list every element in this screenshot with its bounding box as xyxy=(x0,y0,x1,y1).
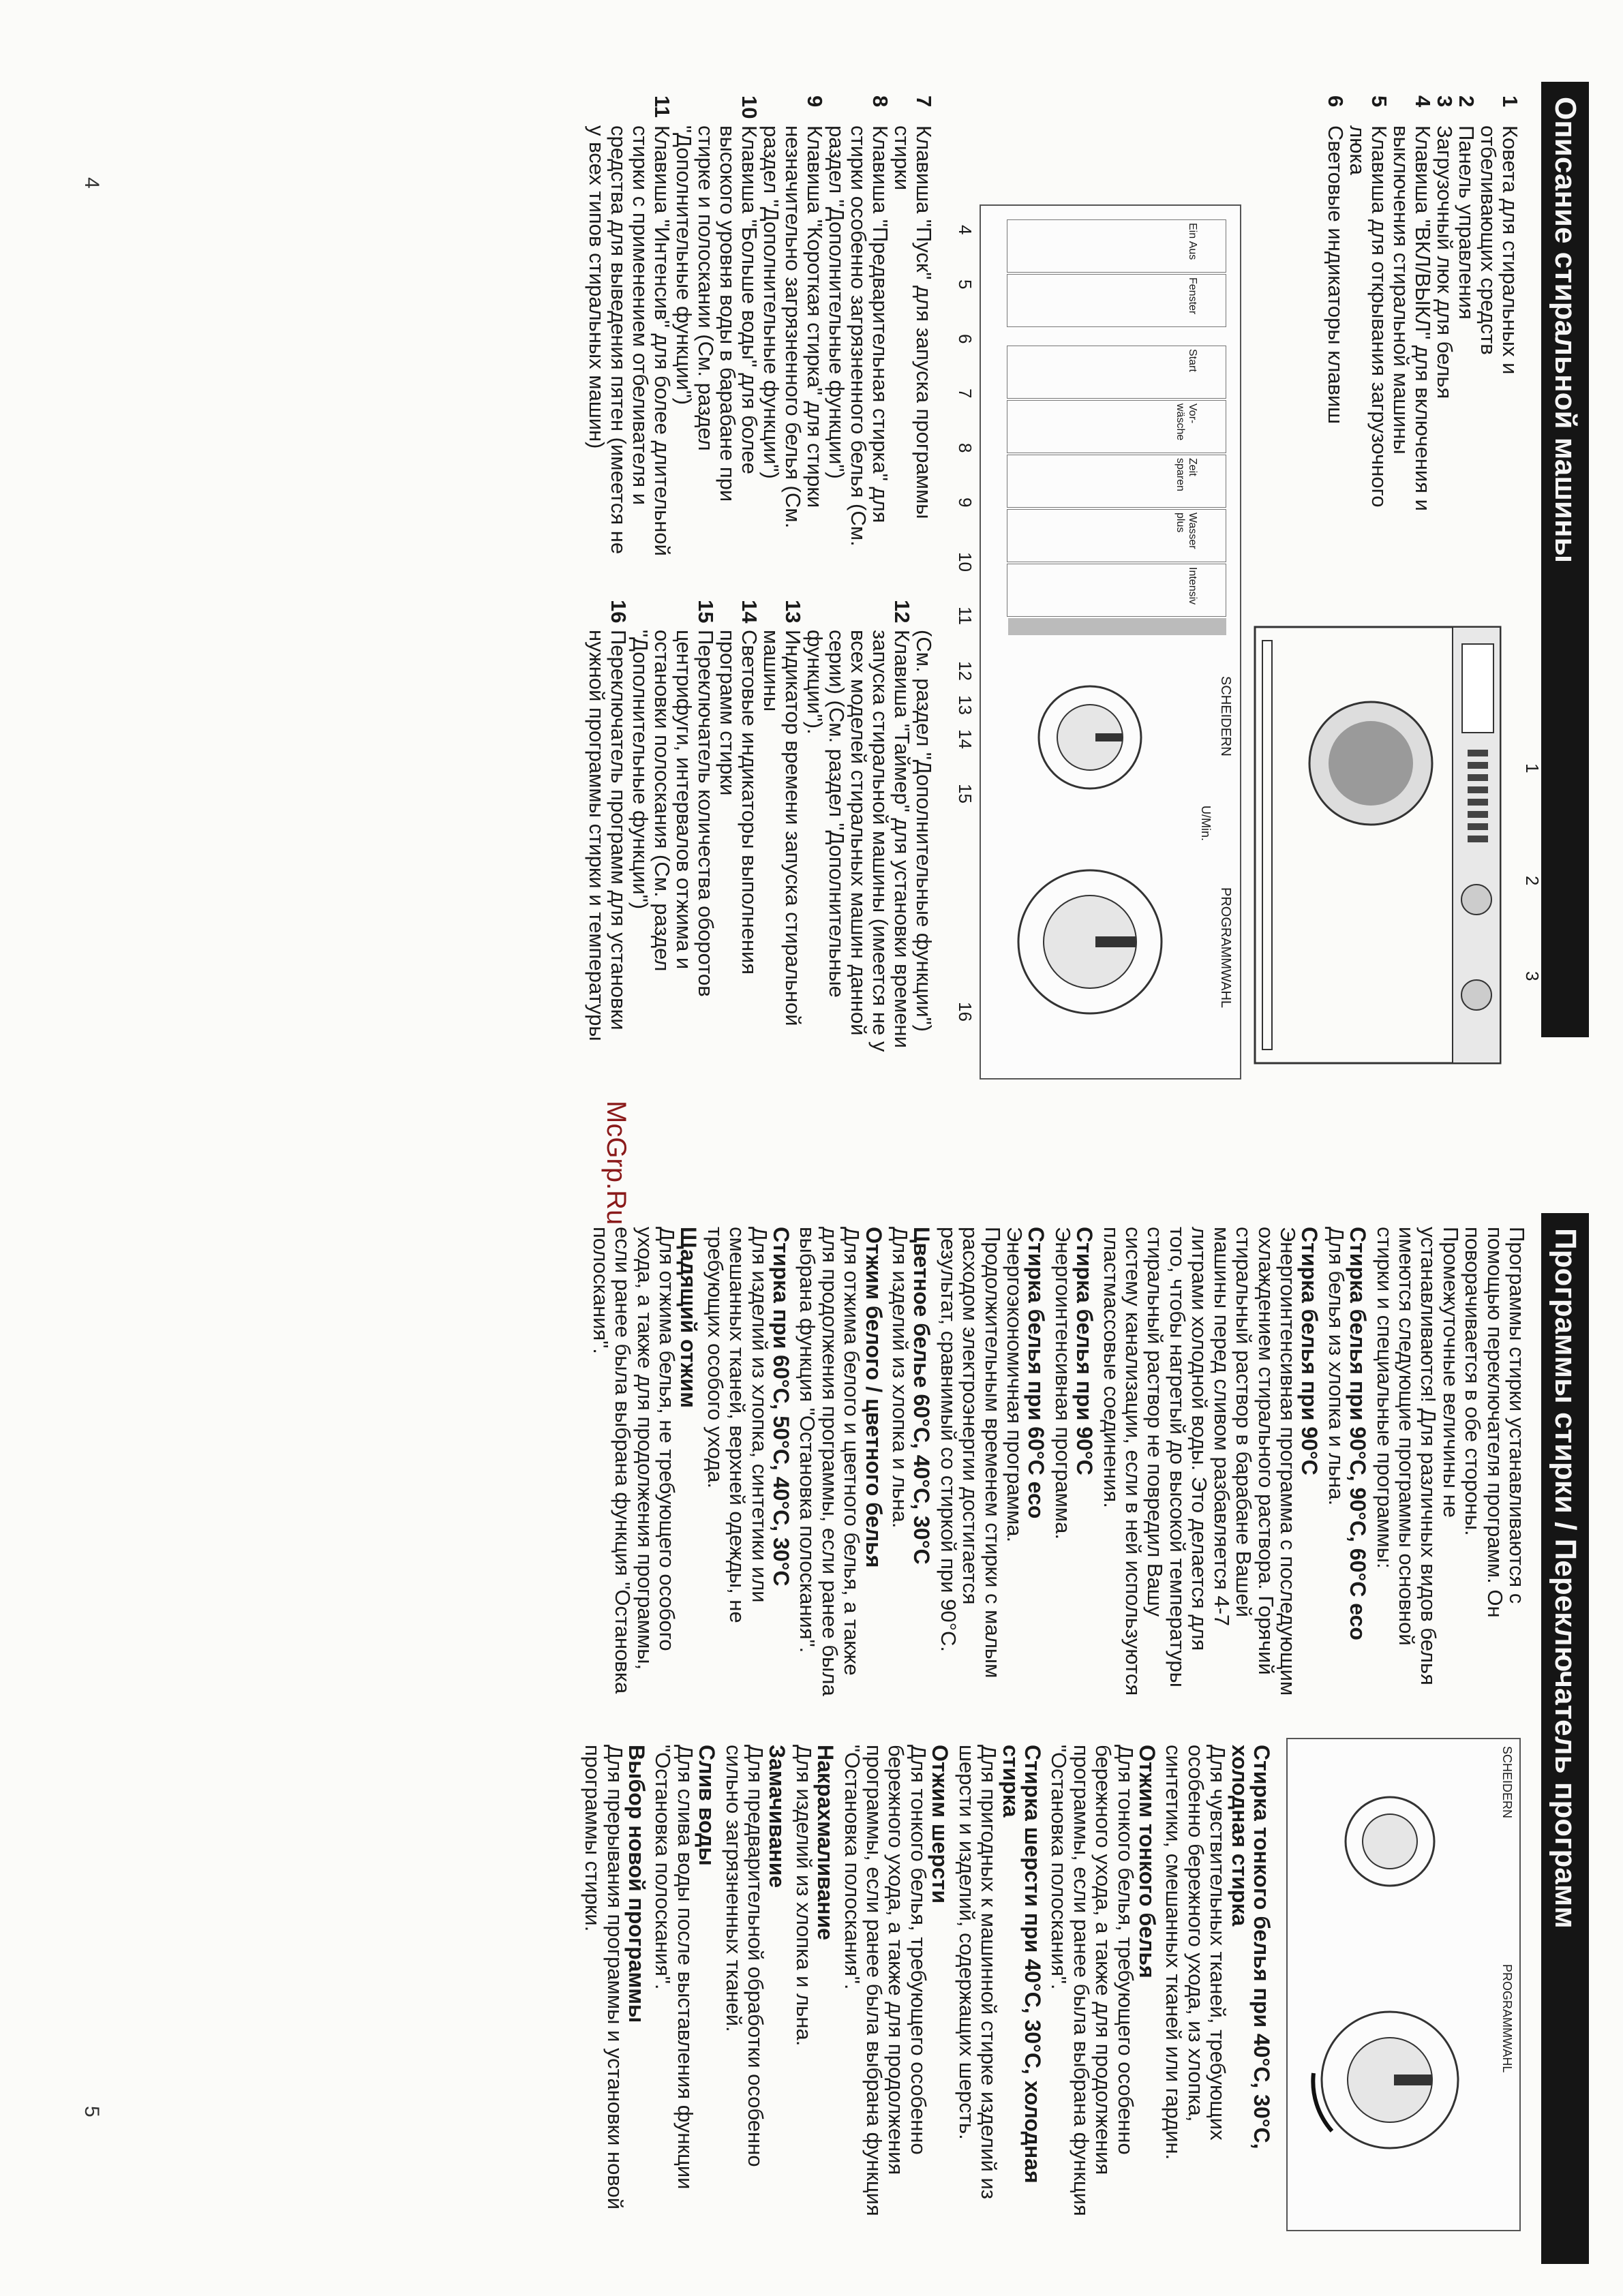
paragraph: Для белья из хлопка и льна. xyxy=(1324,1227,1348,1506)
paragraph: Для чувствительных тканей, требующих особенно бережного ухода, из хлопка, синтетики, смешанных тканей или гардин. xyxy=(1162,1745,1230,2160)
vorwasche-button[interactable]: Vor-wäsche xyxy=(1007,400,1226,453)
zeit-sparen-button[interactable]: Zeit sparen xyxy=(1007,455,1226,508)
page-number-left: 4 xyxy=(80,177,103,189)
list-item: 6 Световые индикаторы клавиш xyxy=(1324,95,1348,425)
paragraph: Энергоинтенсивная программа. xyxy=(1050,1227,1075,1540)
paragraph: Для изделий из хлопка, синтетики или смешанных тканей, верхней одежды, не требующих особого ухода. xyxy=(703,1227,772,1623)
heading: Слив воды xyxy=(695,1745,720,1866)
list-item: 15 Переключатель количества оборотов центрифуги, интервалов отжима и остановки полоскания (См. раздел "Дополнительные функции") xyxy=(628,600,718,997)
paragraph: Для отжима белья, не требующего особого ухода, а также для продолжения программы, если ранее была выбрана функция "Остановка полоскания". xyxy=(588,1227,679,1694)
machine-description-title: Описание стиральной машины xyxy=(1541,82,1589,1037)
program-dial-diagram: SCHEIDERN PROGRAMMWAHL xyxy=(1286,1738,1521,2231)
programs-col-b xyxy=(577,1745,1275,2222)
paragraph: Для тонкого белья, требующего особенно бережного ухода, а также для продолжения программы, если ранее была выбрана функция "Остановка полоскания". xyxy=(840,1745,930,2216)
button-row xyxy=(1008,219,1226,635)
heading: Стирка при 60°С, 50°С, 40°С, 30°С xyxy=(769,1227,793,1587)
heading: Стирка белья при 90°С xyxy=(1072,1227,1097,1475)
programs-title: Программы стирки / Переключатель программ xyxy=(1541,1213,1589,2264)
paragraph: Для тонкого белья, требующего особенно бережного ухода, а также для продолжения программы, если ранее была выбрана функция "Остановка полоскания". xyxy=(1047,1745,1138,2216)
list-item: 12 Клавиша "Таймер" для установки времени запуска стиральной машины (имеется не у всех моделей стиральных машин данной серии) (См. раздел "Дополнительные функции"). xyxy=(803,600,914,1052)
heading: Стирка белья при 60°С есо xyxy=(1024,1227,1049,1519)
dials xyxy=(995,642,1199,1065)
heading: Стирка белья при 90°С, 90°С, 60°С есо xyxy=(1346,1227,1371,1640)
heading: Стирка шерсти при 40°С, 30°С, холодная стирка xyxy=(998,1745,1045,2184)
list-item: 10 Клавиша "Больше воды" для более высокого уровня воды в барабане при стирке и полоскании (См. раздел "Дополнительные функции") xyxy=(672,95,761,502)
paragraph: Для предварительной обработки особенно сильно загрязненных тканей. xyxy=(721,1745,768,2167)
paragraph: Для изделий из хлопка и льна. xyxy=(888,1227,913,1529)
panel-callout-numbers: 4 5 6 7 8 9 10 11 12 13 14 15 16 xyxy=(955,225,975,1022)
list-item: 8 Клавиша "Предварительная стирка" для стирки особенно загрязненного белья (См. раздел "Дополнительные функции") xyxy=(825,95,892,547)
wasser-plus-button[interactable]: Wasser plus xyxy=(1007,509,1226,562)
list-item: 16 Переключатель программ для установки нужной программы стирки и температуры xyxy=(585,600,631,1041)
callout-2: 2 xyxy=(1522,876,1543,886)
list-item: 9 Клавиша "Короткая стирка" для стирки незначительно загрязненного белья (См. раздел "Дополнительные функции") xyxy=(759,95,827,529)
parts-list-12-16 xyxy=(586,600,935,1070)
heading: Замачивание xyxy=(765,1745,790,1888)
list-item: 14 Световые индикаторы выполнения программ стирки xyxy=(716,600,761,975)
paragraph: Энергоэкономичная программа. Продолжительным временем стирки с малым расходом электроэнергии достигается результат, сравнимый со стиркой при 90°С. xyxy=(936,1227,1027,1679)
top-parts-list xyxy=(1324,95,1521,518)
programs-col-a xyxy=(585,1227,1528,1697)
startzeit-indicator xyxy=(1008,618,1226,635)
list-item: 11 Клавиша "Интенсив" для более длительной стирки с применением отбеливателя и средства для выведения пятен (имеется не у всех типов стиральных машин) xyxy=(585,95,674,556)
page-number-right: 5 xyxy=(80,2106,103,2117)
program-dial-drawing xyxy=(1294,1753,1492,2216)
list-item: 13 Индикатор времени запуска стиральной машины xyxy=(759,600,805,1026)
ein-aus-button[interactable]: Ein Aus xyxy=(1007,219,1226,273)
parts-list-7-11 xyxy=(586,95,935,566)
list-item: 1 Ковета для стиральных и отбеливающих средств xyxy=(1476,95,1522,375)
heading: Щадящий отжим xyxy=(676,1227,701,1408)
heading: Стирка тонкого белья при 40°С, 30°С, холодная стирка xyxy=(1227,1745,1274,2149)
site-watermark: McGrp.Ru xyxy=(601,1101,631,1225)
paragraph: Программы стирки устанавливаются с помощью переключателя программ. Он поворачивается в обе стороны. Промежуточные величины не устанавливаются! Для различных видов белья имеются следующие программы основной стирки и специальные программы: xyxy=(1372,1227,1529,1685)
paragraph: Для слива воды после выставления функции "Остановка полоскания". xyxy=(651,1745,697,2190)
fenster-button[interactable]: Fenster xyxy=(1007,274,1226,327)
programs-section xyxy=(0,1213,1623,2263)
list-item: 2 Панель управления xyxy=(1455,95,1478,320)
heading: Отжим шерсти xyxy=(928,1745,953,1904)
paragraph: Для прерывания программы и установки новой программы стирки. xyxy=(581,1745,627,2210)
list-item: 7 Клавиша "Пуск" для запуска программы стирки xyxy=(890,95,936,519)
start-button[interactable]: Start xyxy=(1007,346,1226,399)
machine-description-section xyxy=(0,82,1623,1118)
paragraph: Для отжима белого и цветного белья, а также для продолжения программы, если ранее была выбрана функция "Остановка полоскания". xyxy=(795,1227,864,1696)
heading: Отжим тонкого белья xyxy=(1134,1745,1159,1978)
paragraph: Для пригодных к машинной стирке изделий из шерсти и изделий, содержащих шерсть. xyxy=(954,1745,1001,2199)
heading: Отжим белого / цветного белья xyxy=(861,1227,886,1568)
heading: Цветное белье 60°С, 40°С, 30°С xyxy=(909,1227,935,1565)
paragraph: Для изделий из хлопка и льна. xyxy=(791,1745,816,2047)
callout-3: 3 xyxy=(1522,971,1543,981)
list-item: (См. раздел "Дополнительные функции") xyxy=(912,630,936,1032)
list-item: 4 Клавиша "ВКЛ/ВЫКЛ" для включения и выключения стиральной машины xyxy=(1389,95,1435,511)
paragraph: Энергоинтенсивная программа с последующим охлаждением стирального раствора. Горячий стиральный раствор в барабане Вашей машины перед сливом разбавляется 4-7 литрами холодной воды. Это делается для того, чтобы нагретый до высокой температуры стиральный раствор не повредил Вашу систему канализации, если в ней используются пластмассовые соединения. xyxy=(1099,1227,1300,1696)
list-item: 5 Клавиша для открывания загрузочного люка xyxy=(1346,95,1391,508)
callout-1: 1 xyxy=(1522,763,1543,774)
list-item: 3 Загрузочный люк для белья xyxy=(1433,95,1457,399)
heading: Накрахмаливание xyxy=(813,1745,838,1940)
control-panel-diagram: SCHEIDERN PROGRAMMWAHL U/Min. Ein Aus Fenster Start Vor-wäsche Zeit sparen Wasser plus Intensiv xyxy=(980,204,1241,1080)
heading: Стирка белья при 90°С xyxy=(1297,1227,1322,1475)
heading: Выбор новой программы xyxy=(624,1745,650,2023)
intensiv-button[interactable]: Intensiv xyxy=(1007,564,1226,617)
washing-machine-illustration xyxy=(1241,613,1514,1090)
